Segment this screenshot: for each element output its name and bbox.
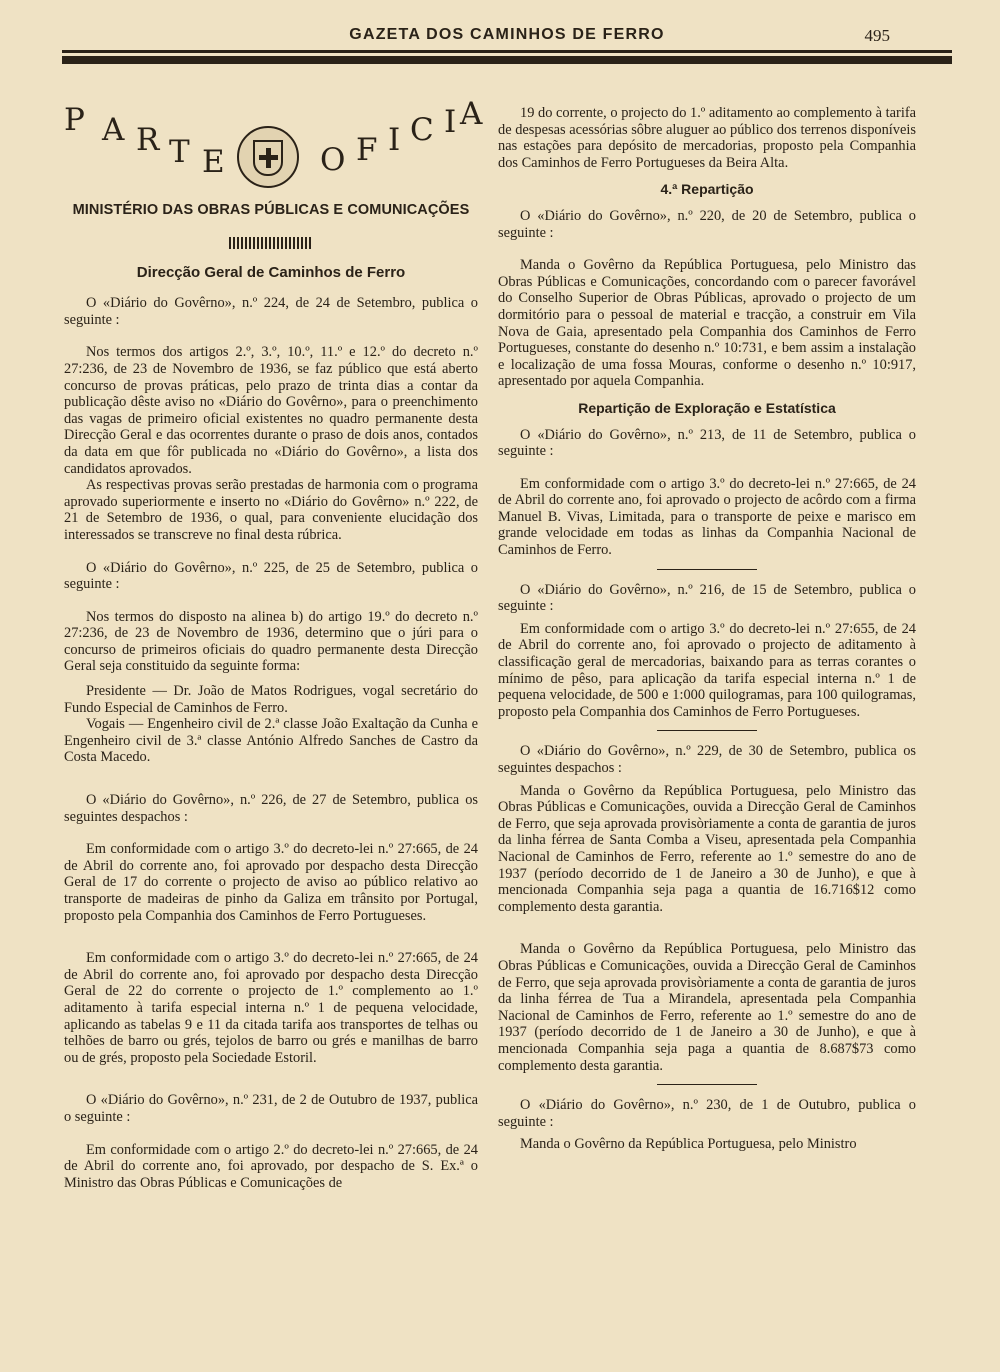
paragraph: Manda o Govêrno da República Portuguesa, pelo Ministro das Obras Públicas e Comunicações, concordando com o parecer favorável do Conselho Superior de Obras Públicas, aprovado o projecto de um dormitório para o pessoal de material e tracção, a construir em Vila Nova de Gaia, apresentado pela Companhia dos Caminhos de Ferro Portugueses, constante do desenho n.º 10:731, e bem assim a instalação e localização de uma fossa Mouras, conforme o desenho n.º 10:917, apresentado por aquela Companhia.	[498, 257, 916, 390]
section-masthead: P A R T E O F I C I A	[64, 112, 478, 202]
right-column	[498, 105, 916, 1153]
paragraph: O «Diário do Govêrno», n.º 229, de 30 de Setembro, publica os seguintes despachos :	[498, 743, 916, 776]
running-header	[62, 22, 952, 48]
paragraph: O «Diário do Govêrno», n.º 224, de 24 de Setembro, publica o seguinte :	[64, 295, 478, 328]
header-rule-thick	[62, 56, 952, 64]
paragraph: O «Diário do Govêrno», n.º 213, de 11 de Setembro, publica o seguinte :	[498, 426, 916, 460]
paragraph: O «Diário do Govêrno», n.º 230, de 1 de Outubro, publica o seguinte :	[498, 1097, 916, 1130]
divider	[657, 730, 757, 731]
paragraph: Manda o Govêrno da República Portuguesa, pelo Ministro	[520, 1136, 857, 1153]
paragraph: O «Diário do Govêrno», n.º 226, de 27 de Setembro, publica os seguintes despachos :	[64, 792, 478, 825]
paragraph: Em conformidade com o artigo 2.º do decreto-lei n.º 27:665, de 24 de Abril do corrente ano, foi aprovado, por despacho de S. Ex.ª o Ministro das Obras Públicas e Comunicações de	[64, 1141, 478, 1191]
page-number: 495	[864, 26, 890, 45]
paragraph: Em conformidade com o artigo 3.º do decreto-lei n.º 27:665, de 24 de Abril do corrente ano, foi aprovado o projecto de acôrdo com a firma Manuel B. Vivas, Limitada, para o transporte de peixe e marisco em grande velocidade em todas as linhas da Companhia Nacional de Caminhos de Ferro.	[498, 475, 916, 559]
ornament-divider	[229, 237, 313, 249]
paragraph: O «Diário do Govêrno», n.º 220, de 20 de Setembro, publica o seguinte :	[498, 207, 916, 241]
left-column	[64, 96, 484, 1191]
paragraph: 19 do corrente, o projecto do 1.º aditamento ao complemento à tarifa de despesas acessórias sôbre aluguer ao público dos terrenos disponíveis nas estações para depósito de mercadorias, proposto pela Companhia dos Caminhos de Ferro Portugueses da Beira Alta.	[498, 105, 916, 171]
paragraph: Em conformidade com o artigo 3.º do decreto-lei n.º 27:665, de 24 de Abril do corrente ano, foi aprovado por despacho desta Direcção Geral de 17 do corrente o projecto de aviso ao público relativo ao transporte de madeiras de pinho da Galiza em trânsito por Portugal, proposto pela Companhia dos Caminhos de Ferro Portugueses.	[64, 841, 478, 924]
paragraph: O «Diário do Govêrno», n.º 225, de 25 de Setembro, publica o seguinte :	[64, 559, 478, 593]
paragraph: Manda o Govêrno da República Portuguesa, pelo Ministro das Obras Públicas e Comunicações, ouvida a Direcção Geral de Caminhos de Ferro, que seja aprovada provisòriamente a conta de garantia de juros da linha férrea de Tua a Mirandela, apresentada pela Companhia Nacional de Caminhos de Ferro, referente ao 1.º semestre do ano de 1937 (período decorrido de 1 de Janeiro a 30 de Junho), e que à mencionada Companhia seja paga a quantia de 8.687$73 como complemento desta garantia.	[498, 941, 916, 1074]
paragraph: Vogais — Engenheiro civil de 2.ª classe João Exaltação da Cunha e Engenheiro civil de 3.ª classe António Alfredo Sanches de Castro da Costa Macedo.	[64, 716, 478, 766]
paragraph: O «Diário do Govêrno», n.º 231, de 2 de Outubro de 1937, publica o seguinte :	[64, 1092, 478, 1125]
divider	[657, 569, 757, 570]
paragraph: O «Diário do Govêrno», n.º 216, de 15 de Setembro, publica o seguinte :	[498, 581, 916, 615]
paragraph: Nos termos dos artigos 2.º, 3.º, 10.º, 11.º e 12.º do decreto n.º 27:236, de 23 de Novembro de 1936, se faz público que está aberto concurso de provas práticas, pelo prazo de trinta dias a contar da publicação dêste aviso no «Diário do Govêrno», para o preenchimento das vagas de primeiro oficial existentes no quadro permanente desta Direcção Geral e das ocorrentes durante o praso de dois anos, contados da data em que fôr publicada no «Diário do Govêrno», a lista dos candidatos aprovados.	[64, 344, 478, 477]
paragraph: Em conformidade com o artigo 3.º do decreto-lei n.º 27:665, de 24 de Abril do corrente ano, foi aprovado por despacho desta Direcção Geral de 22 do corrente o projecto de 1.º complemento ao 1.º aditamento à tarifa especial interna n.º 1 de pequena velocidade, aplicando as tabelas 9 e 11 da citada tarifa aos transportes de telhas ou telhões de barro ou grés, tejolos de barro ou grés e manilhas de barro ou de grés, proposto pela Sociedade Estoril.	[64, 950, 478, 1066]
section-heading: 4.ª Repartição	[660, 181, 754, 198]
paragraph: Em conformidade com o artigo 3.º do decreto-lei n.º 27:655, de 24 de Abril do corrente ano, foi aprovado o projecto de aditamento à classificação geral de mercadorias, baixando para as terras corantes o mínimo de pêso, para aplicação da tarifa especial interna n.º 1 de pequena velocidade, de 500 e 1:000 quilogramas, para 100 quilogramas, proposto pela Companhia dos Caminhos de Ferro Portugueses.	[498, 620, 916, 720]
section-heading: Direcção Geral de Caminhos de Ferro	[136, 263, 406, 281]
publication-title: GAZETA DOS CAMINHOS DE FERRO	[349, 26, 665, 43]
paragraph: Nos termos do disposto na alinea b) do artigo 19.º do decreto n.º 27:236, de 23 de Novembro de 1936, determino que o júri para o concurso de primeiros oficiais do quadro permanente desta Direcção Geral seja constituido da seguinte forma:	[64, 608, 478, 675]
paragraph: As respectivas provas serão prestadas de harmonia com o programa aprovado superiormente e inserto no «Diário do Govêrno» n.º 222, de 21 de Setembro de 1936, o qual, para conveniente elucidação dos interessados se transcreve no final desta rúbrica.	[64, 477, 478, 543]
paragraph: Presidente — Dr. João de Matos Rodrigues, vogal secretário do Fundo Especial de Caminhos de Ferro.	[64, 683, 478, 716]
header-rule-thin	[62, 50, 952, 53]
divider	[657, 1084, 757, 1085]
coat-of-arms-icon	[237, 126, 299, 188]
ministry-heading: MINISTÉRIO DAS OBRAS PÚBLICAS E COMUNICAÇÕES	[72, 202, 470, 218]
paragraph: Manda o Govêrno da República Portuguesa, pelo Ministro das Obras Públicas e Comunicações, ouvida a Direcção Geral de Caminhos de Ferro, que seja aprovada provisòriamente a conta de garantia de juros da linha férrea de Santa Comba a Viseu, apresentada pela Companhia Nacional de Caminhos de Ferro, referente ao 1.º semestre do ano de 1937 (período decorrido de 1 de Janeiro a 30 de Junho), e que à mencionada Companhia seja paga a quantia de 16.716$12 como complemento desta garantia.	[498, 782, 916, 915]
section-heading: Repartição de Exploração e Estatística	[578, 399, 836, 416]
